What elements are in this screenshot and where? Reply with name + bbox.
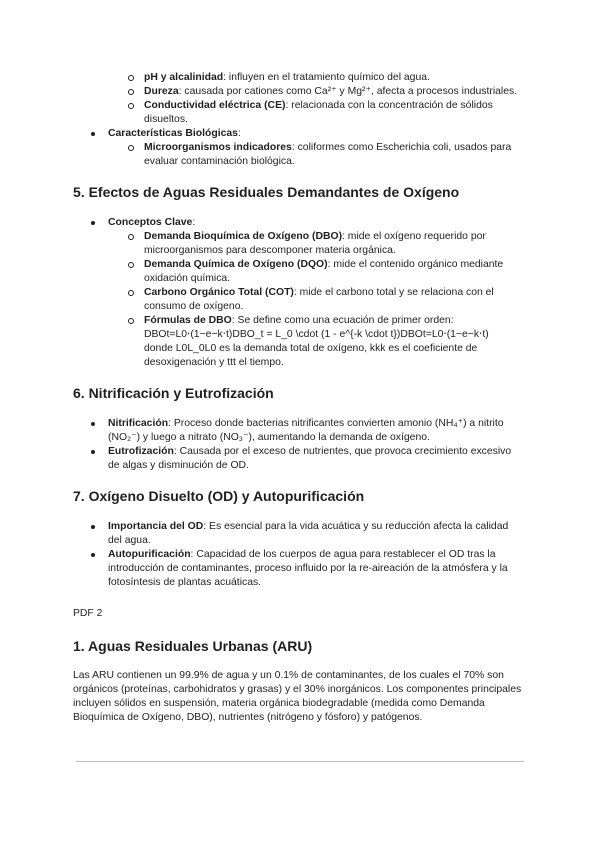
list-item-term: Carbono Orgánico Total (COT) <box>144 287 294 298</box>
pdf-label: PDF 2 <box>73 608 103 619</box>
list-item-term: Eutrofización <box>108 446 174 457</box>
list-item <box>144 85 520 99</box>
list-item <box>108 127 520 141</box>
list-item-term: Nitrificación <box>108 418 169 429</box>
list-item-text: : <box>237 128 241 139</box>
list-item <box>144 314 520 370</box>
list-item-term: Demanda Química de Oxígeno (DQO) <box>144 259 328 270</box>
list-item-term: Conceptos Clave <box>108 217 193 228</box>
list-item-text: : mide el contenido orgánico mediante oxidación química. <box>144 259 504 284</box>
list-item-term: Autopurificación <box>108 549 191 560</box>
list-item <box>108 445 520 473</box>
aru-paragraph: Las ARU contienen un 99.9% de agua y un 0.1% de contaminantes, de los cuales el 70% son orgánicos (proteínas, carbohidratos y grasas) y el 30% inorgánicos. Los componentes principales incluyen sólidos en suspensión, materia orgánica biodegradable (medida como Demanda Bioquímica de Oxígeno, DBO), nutrientes (nitrógeno y fósforo) y patógenos. <box>73 670 522 723</box>
list-item-text: : mide el oxígeno requerido por microorganismos para descomponer materia orgánica. <box>144 231 486 256</box>
list-item <box>108 417 520 445</box>
list-item <box>144 99 520 127</box>
list-item-text: : mide el carbono total y se relaciona con el consumo de oxígeno. <box>144 287 494 312</box>
aru-heading: 1. Aguas Residuales Urbanas (ARU) <box>73 638 313 654</box>
horizontal-rule <box>76 761 524 762</box>
section-6-list <box>0 417 600 473</box>
top-list <box>0 71 600 169</box>
list-item-text: : Se define como una ecuación de primer orden: DBOt=L0⋅(1−e−k⋅t)DBO_t = L_0 \cdot (1 - e^{-k \cdot t})DBOt=L0⋅(1−e−k⋅t) donde L0L_0L0 es la demanda total de oxígeno, kkk es el coeficiente de desoxigenación y ttt el tiempo. <box>144 315 489 368</box>
list-item <box>108 548 520 590</box>
list-item-text: : coliformes como Escherichia coli, usados para evaluar contaminación biológica. <box>144 142 512 167</box>
section-7-heading: 7. Oxígeno Disuelto (OD) y Autopurificación <box>73 488 365 504</box>
list-item-term: Demanda Bioquímica de Oxígeno (DBO) <box>144 231 343 242</box>
section-6-heading: 6. Nitrificación y Eutrofización <box>73 385 274 401</box>
list-item-term: Fórmulas de DBO <box>144 315 232 326</box>
list-item-text: : Es esencial para la vida acuática y su reducción afecta la calidad del agua. <box>108 521 509 546</box>
list-item <box>108 216 520 230</box>
section-5-heading: 5. Efectos de Aguas Residuales Demandantes de Oxígeno <box>73 184 460 200</box>
list-item-term: Dureza <box>144 86 179 97</box>
list-item-text: : causada por cationes como Ca²⁺ y Mg²⁺, afecta a procesos industriales. <box>178 86 518 97</box>
list-item-text: : Capacidad de los cuerpos de agua para restablecer el OD tras la introducción de contaminantes, proceso influido por la re-aireación de la atmósfera y la fotosíntesis de plantas acuáticas. <box>108 549 508 588</box>
list-item-term: pH y alcalinidad <box>144 72 224 83</box>
list-item-text: : relacionada con la concentración de sólidos disueltos. <box>144 100 493 125</box>
list-item-text: : <box>192 217 196 228</box>
list-item-text: : Proceso donde bacterias nitrificantes convierten amonio (NH₄⁺) a nitrito (NO₂⁻) y luego a nitrato (NO₃⁻), aumentando la demanda de oxígeno. <box>108 418 504 443</box>
list-item <box>144 230 520 258</box>
list-item <box>144 258 520 286</box>
list-item-term: Importancia del OD <box>108 521 204 532</box>
list-item-text: : influyen en el tratamiento químico del agua. <box>223 72 430 83</box>
list-item <box>108 520 520 548</box>
list-item-term: Conductividad eléctrica (CE) <box>144 100 286 111</box>
section-5-list <box>0 216 600 370</box>
list-item <box>144 286 520 314</box>
list-item-text: : Causada por el exceso de nutrientes, que provoca crecimiento excesivo de algas y disminución de OD. <box>108 446 512 471</box>
section-7-list <box>0 520 600 590</box>
list-item-term: Microorganismos indicadores <box>144 142 292 153</box>
list-item <box>144 71 520 85</box>
list-item <box>144 141 520 169</box>
list-item-term: Características Biológicas <box>108 128 238 139</box>
